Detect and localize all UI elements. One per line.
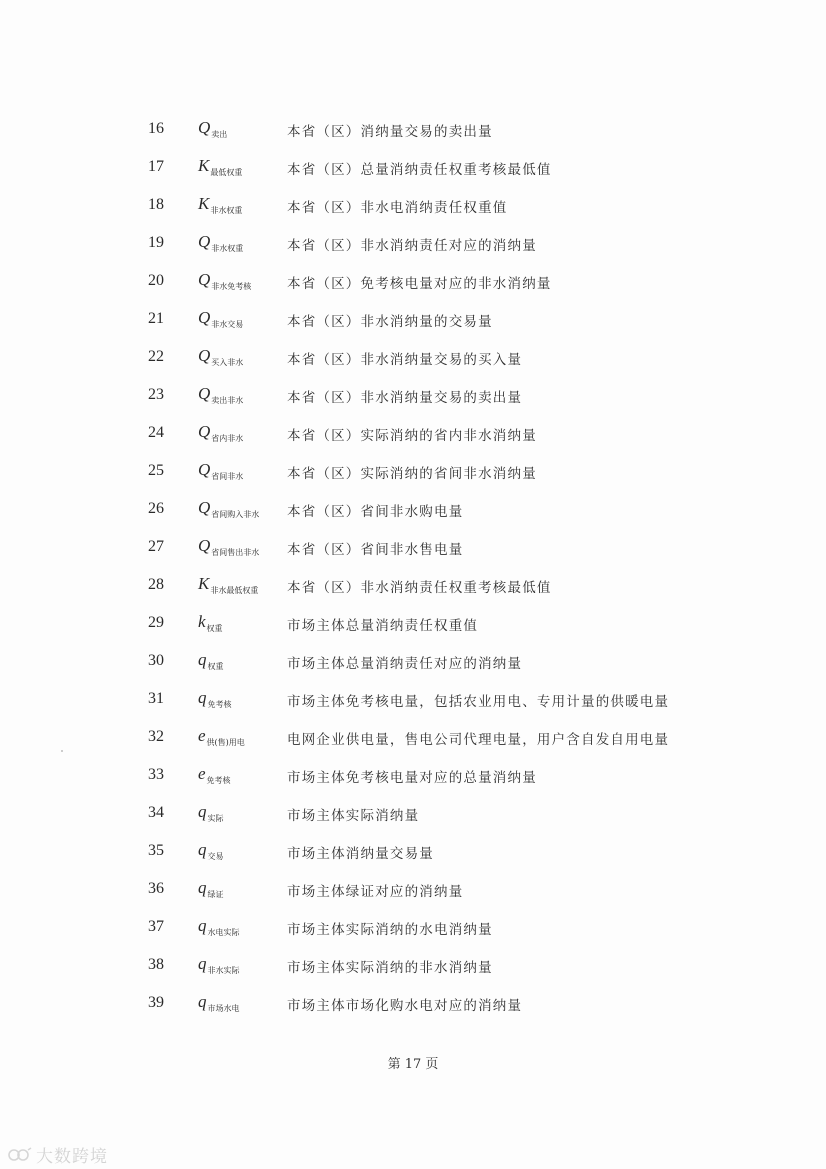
row-number: 37 [148, 918, 164, 935]
symbol [198, 460, 243, 480]
row-number: 33 [148, 766, 164, 783]
symbol-subscript: 绿证 [207, 890, 224, 899]
symbol-letter: e [198, 764, 206, 783]
symbol-letter: q [198, 688, 207, 707]
table-row [0, 110, 826, 148]
row-number: 38 [148, 956, 164, 973]
symbol-letter: q [198, 992, 207, 1011]
table-row [0, 642, 826, 680]
symbol-letter: Q [198, 270, 211, 289]
table-row [0, 414, 826, 452]
symbol-letter: Q [198, 308, 211, 327]
symbol-description: 本省（区）非水消纳责任对应的消纳量 [287, 238, 537, 254]
symbol [198, 384, 243, 404]
table-row [0, 148, 826, 186]
watermark-logo-icon [8, 1146, 32, 1164]
symbol-letter: K [198, 574, 210, 593]
symbol-description: 市场主体实际消纳的水电消纳量 [287, 922, 493, 938]
symbol-description: 本省（区）总量消纳责任权重考核最低值 [287, 162, 552, 178]
symbol-letter: q [198, 954, 207, 973]
symbol-description: 本省（区）非水消纳责任权重考核最低值 [287, 580, 552, 596]
symbol-description: 本省（区）非水消纳量的交易量 [287, 314, 493, 330]
symbol-letter: Q [198, 232, 211, 251]
symbol-subscript: 非水免考核 [211, 282, 252, 291]
table-row [0, 490, 826, 528]
symbol-letter: q [198, 916, 207, 935]
symbol [198, 688, 232, 708]
symbol-description: 市场主体市场化购水电对应的消纳量 [287, 998, 523, 1014]
symbol-subscript: 权重 [206, 624, 223, 633]
symbol [198, 118, 227, 138]
symbol-subscript: 非水权重 [211, 244, 244, 253]
table-row [0, 946, 826, 984]
symbol [198, 270, 251, 290]
symbol-description: 市场主体实际消纳的非水消纳量 [287, 960, 493, 976]
symbol-description: 市场主体绿证对应的消纳量 [287, 884, 464, 900]
symbol-letter: q [198, 878, 207, 897]
table-row [0, 262, 826, 300]
symbol-subscript: 非水权重 [210, 206, 243, 215]
symbol-description: 本省（区）消纳量交易的卖出量 [287, 124, 493, 140]
row-number: 24 [148, 424, 164, 441]
table-row [0, 984, 826, 1022]
symbol-description: 本省（区）免考核电量对应的非水消纳量 [287, 276, 552, 292]
table-row [0, 870, 826, 908]
symbol-description: 市场主体总量消纳责任对应的消纳量 [287, 656, 523, 672]
symbol-description: 本省（区）非水电消纳责任权重值 [287, 200, 508, 216]
symbol-description: 本省（区）非水消纳量交易的卖出量 [287, 390, 523, 406]
symbol-description: 市场主体总量消纳责任权重值 [287, 618, 479, 634]
symbol-subscript: 卖出 [211, 130, 228, 139]
table-row [0, 908, 826, 946]
row-number: 28 [148, 576, 164, 593]
symbol-subscript: 免考核 [207, 700, 232, 709]
row-number: 35 [148, 842, 164, 859]
watermark [8, 1142, 108, 1167]
symbol [198, 612, 223, 632]
symbol [198, 574, 258, 594]
symbol-subscript: 水电实际 [207, 928, 240, 937]
row-number: 32 [148, 728, 164, 745]
symbol [198, 156, 242, 176]
symbol-letter: q [198, 840, 207, 859]
row-number: 16 [148, 120, 164, 137]
table-row [0, 680, 826, 718]
symbol-letter: Q [198, 346, 211, 365]
row-number: 39 [148, 994, 164, 1011]
row-number: 25 [148, 462, 164, 479]
watermark-text: 大数跨境 [36, 1147, 108, 1167]
symbol-letter: k [198, 612, 206, 631]
table-row [0, 376, 826, 414]
table-row [0, 224, 826, 262]
row-number: 17 [148, 158, 164, 175]
symbol-subscript: 最低权重 [210, 168, 243, 177]
symbol-subscript: 非水实际 [207, 966, 240, 975]
table-row [0, 794, 826, 832]
row-number: 31 [148, 690, 164, 707]
row-number: 36 [148, 880, 164, 897]
page-number: 第 17 页 [387, 1057, 439, 1072]
symbol [198, 194, 242, 214]
symbol [198, 878, 224, 898]
symbol-description: 电网企业供电量，售电公司代理电量，用户含自发自用电量 [287, 732, 670, 748]
table-row [0, 186, 826, 224]
symbol-subscript: 市场水电 [207, 1004, 240, 1013]
row-number: 30 [148, 652, 164, 669]
symbol-subscript: 权重 [207, 662, 224, 671]
symbol-subscript: 供(售)用电 [206, 738, 245, 747]
symbol-description: 市场主体免考核电量对应的总量消纳量 [287, 770, 537, 786]
symbol-subscript: 省内非水 [211, 434, 244, 443]
symbol-subscript: 省间购入非水 [211, 510, 260, 519]
table-row [0, 604, 826, 642]
symbol [198, 726, 245, 746]
symbol-subscript: 免考核 [206, 776, 231, 785]
table-row [0, 566, 826, 604]
row-number: 19 [148, 234, 164, 251]
table-row [0, 718, 826, 756]
symbol [198, 650, 224, 670]
symbol-description: 市场主体免考核电量，包括农业用电、专用计量的供暖电量 [287, 694, 670, 710]
symbol-subscript: 实际 [207, 814, 224, 823]
symbol [198, 764, 231, 784]
symbol-letter: K [198, 156, 210, 175]
symbol [198, 992, 240, 1012]
symbol-letter: Q [198, 118, 211, 137]
table-row [0, 300, 826, 338]
table-row [0, 338, 826, 376]
symbol-letter: Q [198, 460, 211, 479]
symbol-letter: Q [198, 384, 211, 403]
symbol [198, 308, 243, 328]
symbol [198, 916, 240, 936]
symbol-description: 本省（区）非水消纳量交易的买入量 [287, 352, 523, 368]
symbol-subscript: 非水最低权重 [210, 586, 259, 595]
symbol-description: 市场主体实际消纳量 [287, 808, 420, 824]
table-row [0, 528, 826, 566]
table-row [0, 452, 826, 490]
row-number: 18 [148, 196, 164, 213]
row-number: 34 [148, 804, 164, 821]
row-number: 26 [148, 500, 164, 517]
table-row [0, 756, 826, 794]
symbol [198, 346, 243, 366]
symbol-letter: e [198, 726, 206, 745]
symbol [198, 232, 243, 252]
row-number: 21 [148, 310, 164, 327]
symbol-description: 本省（区）实际消纳的省内非水消纳量 [287, 428, 537, 444]
symbol-subscript: 非水交易 [211, 320, 244, 329]
symbol-subscript: 买入非水 [211, 358, 244, 367]
row-number: 27 [148, 538, 164, 555]
scan-speck [61, 750, 63, 752]
symbol [198, 840, 224, 860]
symbol [198, 536, 259, 556]
table-row [0, 832, 826, 870]
symbol-letter: q [198, 650, 207, 669]
row-number: 23 [148, 386, 164, 403]
symbol-subscript: 交易 [207, 852, 224, 861]
symbol-letter: Q [198, 422, 211, 441]
symbol-description: 市场主体消纳量交易量 [287, 846, 434, 862]
row-number: 29 [148, 614, 164, 631]
symbol [198, 422, 243, 442]
row-number: 20 [148, 272, 164, 289]
symbol [198, 498, 259, 518]
symbol-subscript: 省间非水 [211, 472, 244, 481]
symbol-letter: Q [198, 536, 211, 555]
symbol [198, 954, 240, 974]
symbol-description: 本省（区）实际消纳的省间非水消纳量 [287, 466, 537, 482]
symbol [198, 802, 224, 822]
symbol-letter: K [198, 194, 210, 213]
symbol-description: 本省（区）省间非水购电量 [287, 504, 464, 520]
symbol-subscript: 卖出非水 [211, 396, 244, 405]
symbol-subscript: 省间售出非水 [211, 548, 260, 557]
symbol-definition-table [0, 110, 826, 1022]
row-number: 22 [148, 348, 164, 365]
symbol-letter: Q [198, 498, 211, 517]
symbol-letter: q [198, 802, 207, 821]
symbol-description: 本省（区）省间非水售电量 [287, 542, 464, 558]
